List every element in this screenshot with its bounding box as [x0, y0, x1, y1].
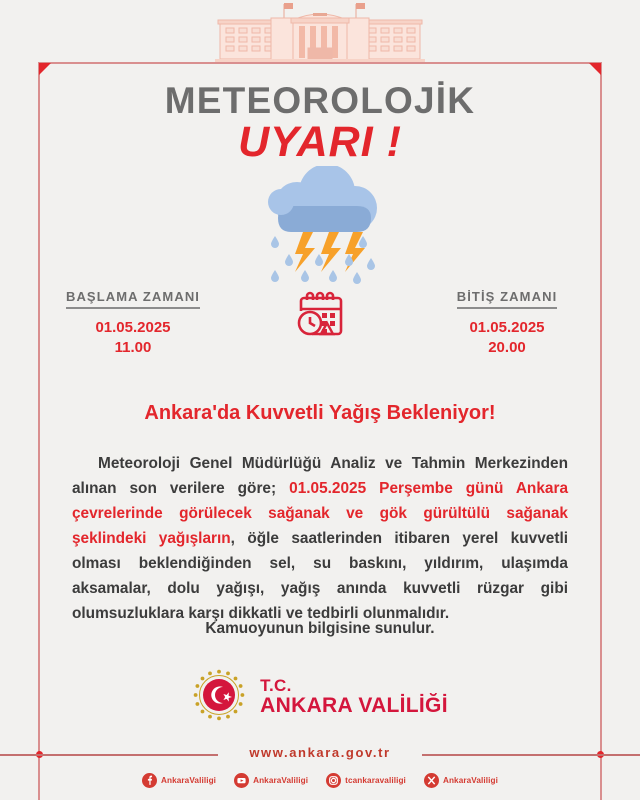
- start-time-block: [38, 288, 228, 359]
- government-building-icon: [0, 0, 640, 62]
- institution-logo: [0, 668, 640, 727]
- logo-line-name: ANKARA VALİLİĞİ: [260, 694, 448, 718]
- end-date: 01.05.2025: [469, 319, 545, 336]
- logo-line-tc: T.C.: [260, 675, 292, 695]
- instagram-icon: [326, 773, 341, 788]
- body-highlight: 01.05.2025 Perşembe günü Ankara çevrelerinde görülecek sağanak ve gök gürültülü sağanak şeklindeki yağışların: [72, 479, 569, 547]
- start-date: 01.05.2025: [95, 319, 171, 336]
- thunderstorm-rain-cloud-icon: [0, 166, 640, 284]
- end-clock: 20.00: [488, 339, 526, 357]
- turkish-republic-seal-icon: [192, 668, 246, 727]
- start-time-label: BAŞLAMA ZAMANI: [66, 289, 200, 309]
- youtube-icon: [234, 773, 249, 788]
- social-link-x[interactable]: [424, 773, 498, 788]
- title-main: METEOROLOJİK: [164, 80, 476, 121]
- social-link-youtube[interactable]: [234, 773, 308, 788]
- social-link-facebook[interactable]: [142, 773, 216, 788]
- website-url[interactable]: www.ankara.gov.tr: [249, 745, 391, 760]
- facebook-handle: AnkaraValiligi: [160, 776, 217, 785]
- social-link-instagram[interactable]: [326, 773, 406, 788]
- logo-text-block: [260, 677, 448, 718]
- x-twitter-icon: [424, 773, 439, 788]
- frame-top-border: [38, 62, 602, 64]
- youtube-handle: AnkaraValiligi: [253, 776, 309, 785]
- corner-accent-top-right: [589, 63, 601, 75]
- poster-title: [0, 82, 640, 164]
- body-part-one: Meteoroloji Genel Müdürlüğü Analiz ve Tahmin Merkezinden alınan son verilere göre;: [72, 455, 568, 497]
- end-time-value: [412, 318, 602, 359]
- social-links: [0, 773, 640, 788]
- title-sub: UYARI !: [238, 118, 402, 166]
- closing-statement: Kamuoyunun bilgisine sunulur.: [205, 620, 435, 637]
- end-time-block: [412, 288, 602, 359]
- instagram-handle: tcankaravaliligi: [345, 776, 406, 785]
- warning-headline: Ankara'da Kuvvetli Yağış Bekleniyor!: [144, 402, 496, 424]
- x-handle: AnkaraValiligi: [442, 776, 499, 785]
- facebook-icon: [142, 773, 157, 788]
- start-time-value: [38, 318, 228, 359]
- corner-accent-top-left: [39, 63, 51, 75]
- body-part-two: , öğle saatlerinden itibaren yerel kuvvetli olması beklendiğinden sel, su baskını, yıldırım, ulaşımda aksamalar, dolu yağışı, yağış anında kuvvetli rüzgar gibi olumsuzluklara karşı dikkatli ve tedbirli olunmalıdır.: [72, 529, 569, 622]
- warning-time-range: [38, 288, 602, 359]
- warning-body-text: [72, 452, 568, 627]
- calendar-clock-warning-icon: [265, 288, 375, 346]
- end-time-label: BİTİŞ ZAMANI: [457, 289, 558, 309]
- start-clock: 11.00: [114, 339, 152, 357]
